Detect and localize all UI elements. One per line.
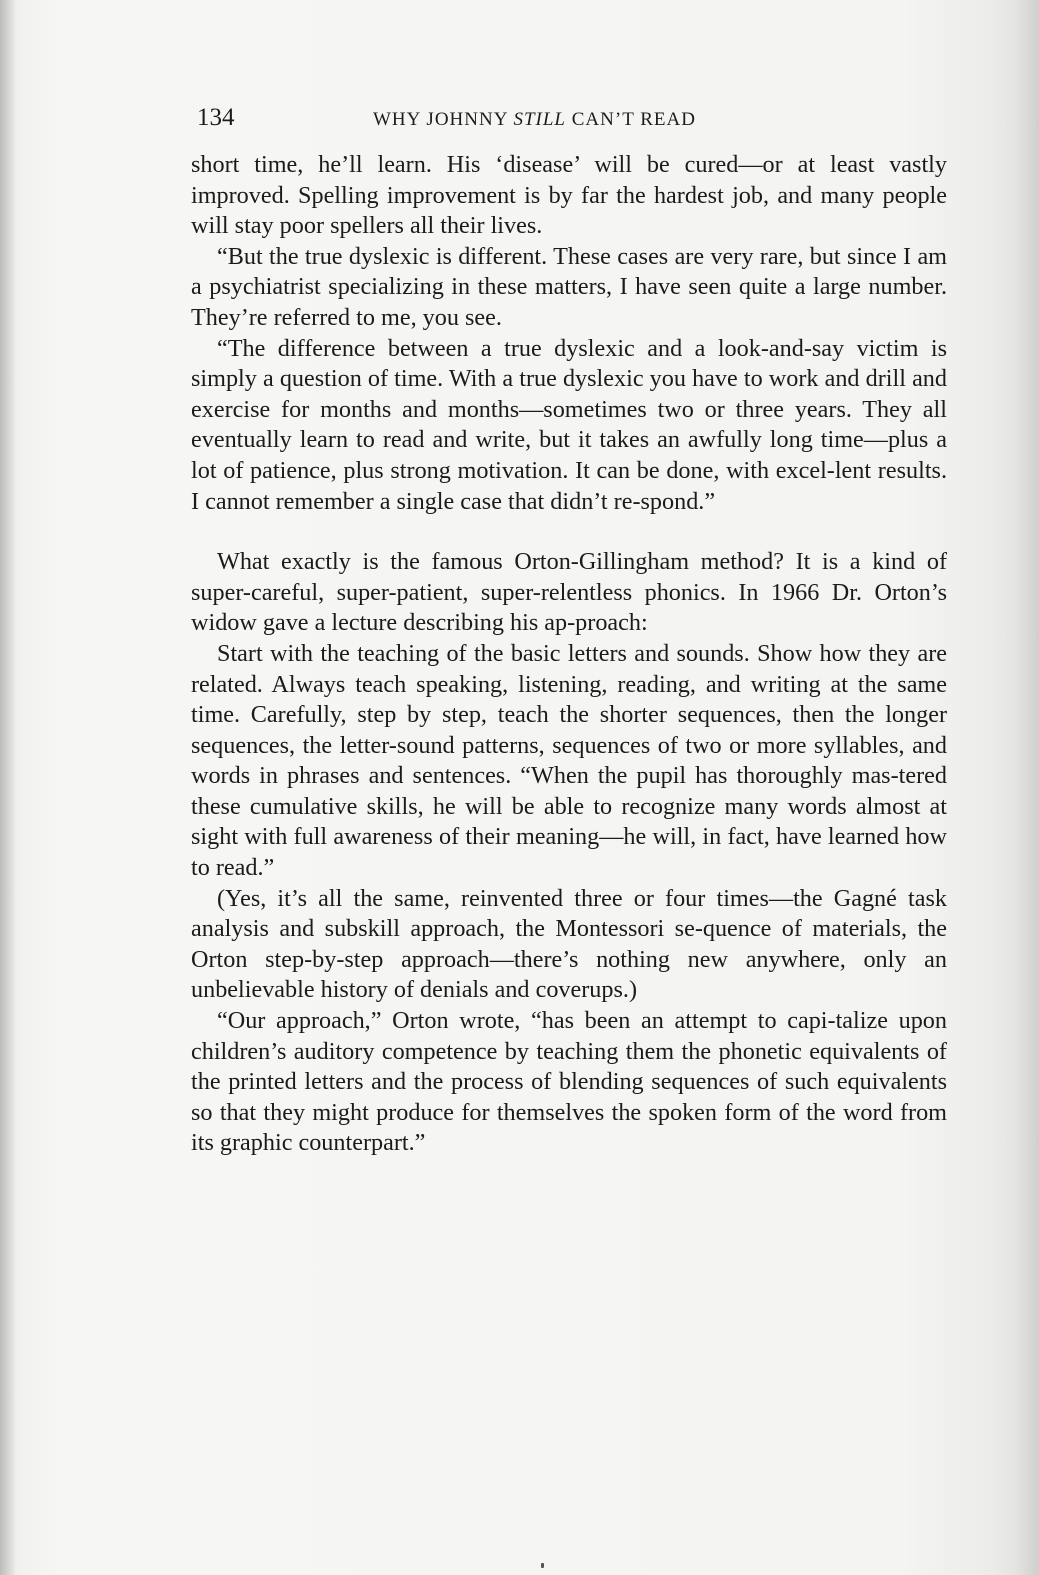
paragraph-continuation: short time, he’ll learn. His ‘disease’ will be cured—or at least vastly improved. Spelling improvement is by far the hardest job, and many people will stay poor spellers all their lives. <box>191 151 947 240</box>
page-edge <box>1015 0 1039 1575</box>
spine-shadow <box>0 0 14 1575</box>
page-header <box>197 103 945 137</box>
running-head-italic: STILL <box>513 109 566 130</box>
paragraph-aside: (Yes, it’s all the same, reinvented three or four times—the Gagné task analysis and subskill approach, the Montessori se-quence of materials, the Orton step-by-step approach—there’s nothing new anywhere, only an unbelievable history of denials and coverups.) <box>191 884 947 1004</box>
paragraph-orton-quote: “Our approach,” Orton wrote, “has been an attempt to capi-talize upon children’s auditory competence by teaching them the phonetic equivalents of the printed letters and the process of blending sequences of such equivalents so that they might produce for themselves the spoken form of the word from its graphic counterpart.” <box>191 1007 947 1157</box>
paper-speck <box>541 1563 544 1568</box>
running-head <box>373 107 696 133</box>
paragraph-quote-difference: “The difference between a true dyslexic and a look-and-say victim is simply a question of time. With a true dyslexic you have to work and drill and exercise for months and months—sometimes two or three years. They all eventually learn to read and write, but it takes an awfully long time—plus a lot of patience, plus strong motivation. It can be done, with excel-lent results. I cannot remember a single case that didn’t re-spond.” <box>191 334 947 515</box>
page-number: 134 <box>197 104 235 131</box>
running-head-end: CAN’T READ <box>566 109 696 130</box>
paragraph-orton-gillingham: What exactly is the famous Orton-Gillingham method? It is a kind of super-careful, super-patient, super-relentless phonics. In 1966 Dr. Orton’s widow gave a lecture describing his ap-proach: <box>191 548 947 637</box>
paragraph-method-steps: Start with the teaching of the basic letters and sounds. Show how they are related. Always teach speaking, listening, reading, and writing at the same time. Carefully, step by step, teach the shorter sequences, then the longer sequences, the letter-sound patterns, sequences of two or more syllables, and words in phrases and sentences. “When the pupil has thoroughly mas-tered these cumulative skills, he will be able to recognize many words almost at sight with full awareness of their meaning—he will, in fact, have learned how to read.” <box>191 639 947 882</box>
running-head-start: WHY JOHNNY <box>373 109 514 130</box>
body-text <box>191 150 947 1159</box>
paragraph-quote-true-dyslexic: “But the true dyslexic is different. These cases are very rare, but since I am a psychiatrist specializing in these matters, I have seen quite a large number. They’re referred to me, you see. <box>191 242 947 331</box>
